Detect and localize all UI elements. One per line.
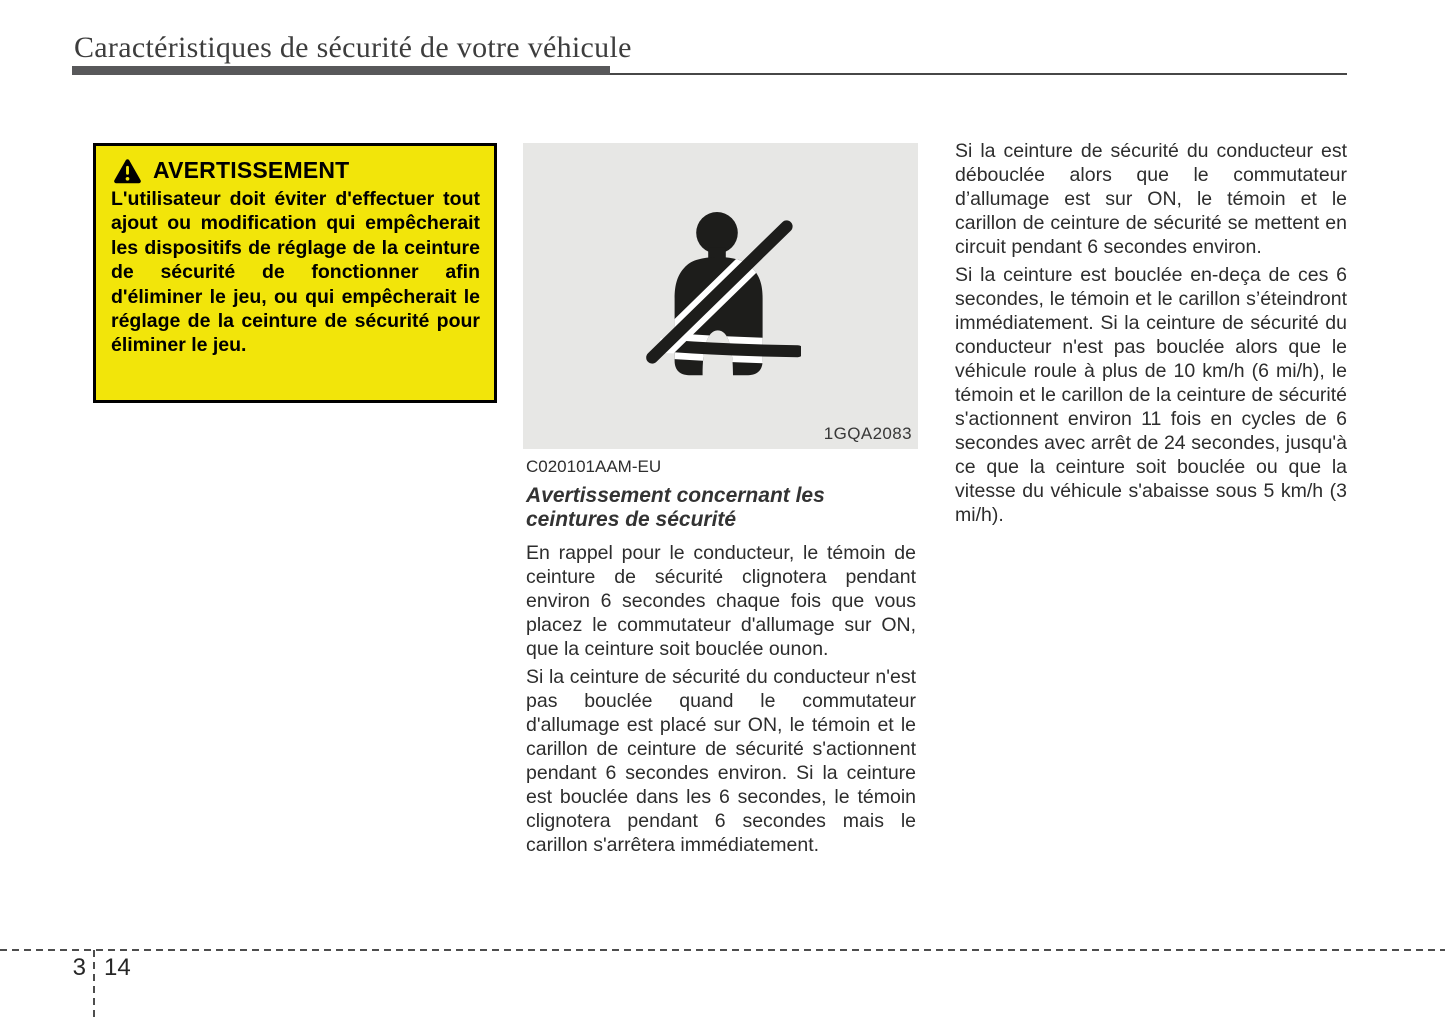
body-paragraph: En rappel pour le conducteur, le témoin de ceinture de sécurité clignotera pendant environ 6 secondes chaque fois que vous placez le commutateur d'allumage sur ON, que la ceinture soit bouclée ounon. [526,542,916,660]
page-title: Caractéristiques de sécurité de votre véhicule [74,31,632,64]
page-number: 14 [104,954,131,981]
section-ref-code: C020101AAM-EU [526,457,662,476]
figure-box [523,143,918,449]
middle-column [526,457,916,861]
chapter-number: 3 [72,954,86,981]
body-paragraph: Si la ceinture de sécurité du conducteur est débouclée alors que le commutateur d’allumage est sur ON, le témoin et le carillon de ceinture de sécurité se mettent en circuit pendant 6 secondes environ. [955,140,1347,258]
warning-title-row [113,157,478,184]
body-paragraph: Si la ceinture est bouclée en-deça de ces 6 secondes, le témoin et le carillon s’éteindront immédiatement. Si la ceinture de sécurité du conducteur n'est pas bouclée alors que le véhicule roule à plus de 10 km/h (6 mi/h), le témoin et le carillon de la ceinture de sécurité s'actionnent environ 11 fois en cycles de 6 secondes avec arrêt de 24 secondes, jusqu'à ce que la ceinture soit bouclée ou que la vitesse du véhicule s'abaisse sous 5 km/h (3 mi/h). [955,264,1347,526]
figure-code: 1GQA2083 [823,424,912,443]
title-underline-rule [610,73,1347,75]
warning-box-body: L'utilisateur doit éviter d'effectuer tout ajout ou modification qui empêcherait les dispositifs de réglage de la ceinture de sécurité de fonctionner afin d'éliminer le jeu, ou qui empêcherait le réglage de la ceinture de sécurité pour éliminer le jeu. [111,188,480,357]
right-column [955,139,1347,531]
footer-dashed-rule [0,949,1445,951]
section-heading: Avertissement concernant les ceintures de sécurité [526,484,825,531]
warning-box [93,143,497,403]
warning-box-title: AVERTISSEMENT [153,157,350,183]
body-paragraph: Si la ceinture de sécurité du conducteur n'est pas bouclée quand le commutateur d'allumage est placé sur ON, le témoin et le carillon de ceinture de sécurité s'actionnent pendant 6 secondes environ. Si la ceinture est bouclée dans les 6 secondes, le témoin clignotera pendant 6 secondes mais le carillon s'arrêtera immédiatement. [526,666,916,856]
footer-vertical-dashed-rule [93,950,95,1019]
seat-belt-warning-icon [641,203,801,394]
title-underline-bar [72,66,610,75]
warning-triangle-icon [113,158,142,184]
